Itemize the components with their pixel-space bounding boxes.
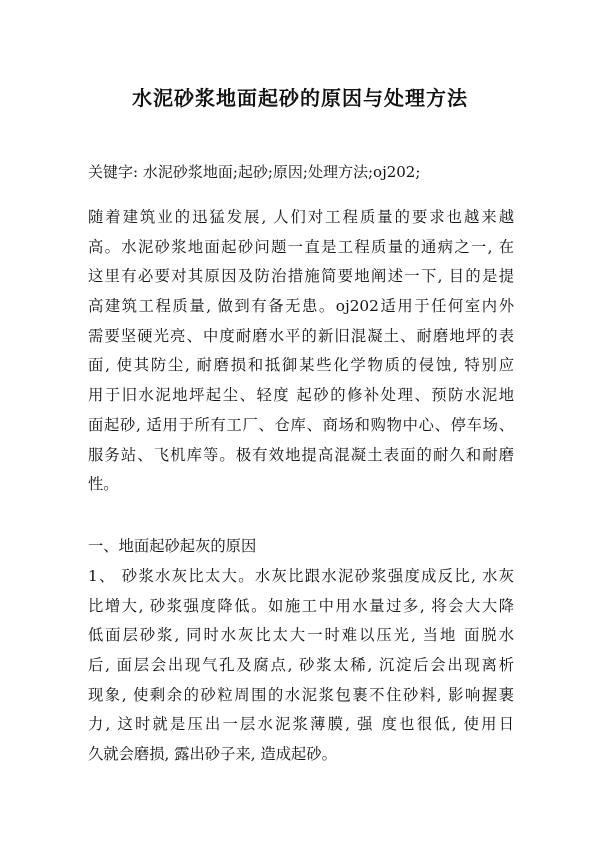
text-line: 需要坚硬光亮、中度耐磨水平的新旧混凝土、耐磨地坪的表 [88,326,514,345]
text-line: 高。水泥砂浆地面起砂问题一直是工程质量的通病之一, 在 [88,237,514,256]
text-line: 随着建筑业的迅猛发展, 人们对工程质量的要求也越来越 [88,208,514,226]
section-heading: 一、地面起砂起灰的原因 [88,537,257,555]
text-line: 这里有必要对其原因及防治措施简要地阐述一下, 目的是提 [88,267,514,286]
text-line: 力, 这时就是压出一层水泥浆薄膜, 强 度也很低, 使用日 [88,715,514,734]
text-line: 面起砂, 适用于所有工厂、仓库、商场和购物中心、停车场、 [88,415,514,434]
text-line: 面, 使其防尘, 耐磨损和抵御某些化学物质的侵蚀, 特别应 [88,356,514,375]
document-title: 水泥砂浆地面起砂的原因与处理方法 [132,86,468,110]
text-line: 久就会磨损, 露出砂子来, 造成起砂。 [88,745,337,764]
text-line: 性。 [88,475,119,494]
text-line: 低面层砂浆, 同时水灰比太大一时难以压光, 当地 面脱水 [88,626,514,645]
text-line: 现象, 使剩余的砂粒周围的水泥浆包裹不住砂料, 影响握裹 [88,685,514,704]
item-1-paragraph [88,562,514,770]
intro-paragraph [88,203,514,500]
text-line: 用于旧水泥地坪起尘、轻度 起砂的修补处理、预防水泥地 [88,386,514,405]
text-line: 1、 砂浆水灰比太大。水灰比跟水泥砂浆强度成反比, 水灰 [88,567,514,585]
keywords-line: 关键字: 水泥砂浆地面;起砂;原因;处理方法;oj202; [88,163,421,181]
text-line: 服务站、飞机库等。极有效地提高混凝土表面的耐久和耐磨 [88,445,514,464]
text-line: 比增大, 砂浆强度降低。如施工中用水量过多, 将会大大降 [88,596,514,615]
text-line: 高建筑工程质量, 做到有备无患。oj202适用于任何室内外 [88,297,514,316]
text-line: 后, 面层会出现气孔及腐点, 砂浆太稀, 沉淀后会出现离析 [88,656,514,675]
